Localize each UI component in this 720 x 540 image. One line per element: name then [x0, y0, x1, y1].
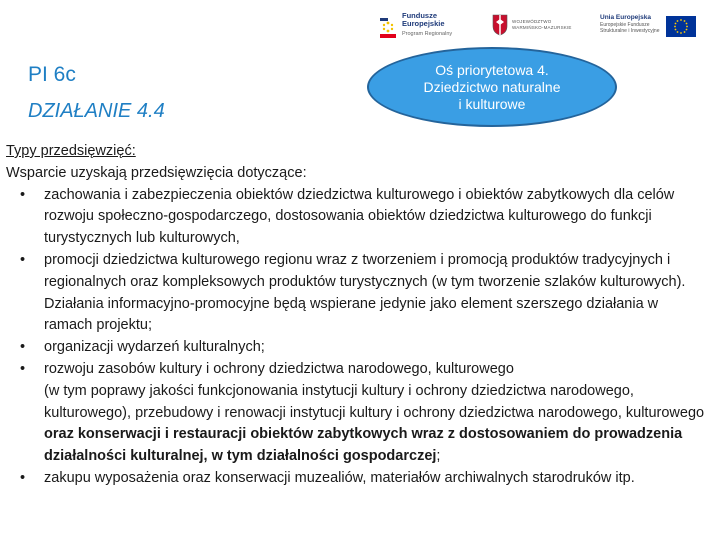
bullet: •	[20, 251, 26, 268]
list-item-text: promocji dziedzictwa kulturowego regionu wraz z tworzeniem i promocją produktów tradycyjnych i regionalnych oraz kompleksowych produktów turystycznych (w tym tworzenie szlaków kulturowych). Działania informacyjno-promocyjne będą wspierane jedynie jako element szerszego działania w ramach projektu;	[44, 251, 686, 334]
voivodeship-text	[512, 19, 572, 30]
list-item-text-part2: (w tym poprawy jakości funkcjonowania instytucji kultury i ochrony dziedzictwa narodowego, kulturowego), przebudowy i renowacji instytucji kultury i ochrony dziedzictwa narodowego, kulturowego	[44, 382, 705, 421]
list-item-text: organizacji wydarzeń kulturalnych;	[44, 339, 265, 356]
priority-axis-line2: Dziedzictwo naturalne	[423, 78, 561, 95]
voivodeship-logo	[492, 14, 582, 44]
eu-funds-star-icon	[378, 14, 398, 42]
priority-axis-box	[367, 47, 617, 127]
list-item-text-end: ;	[436, 448, 441, 465]
list-item	[6, 250, 706, 337]
list-item	[6, 468, 706, 490]
eu-funds-name-line1: Fundusze	[402, 11, 437, 20]
logo-bar	[372, 8, 710, 48]
content-intro: Wsparcie uzyskają przedsięwzięcia dotyczące:	[6, 164, 307, 181]
priority-axis-line3: i kulturowe	[458, 95, 526, 112]
eu-text	[600, 14, 659, 34]
priority-axis-line1: Oś priorytetowa 4.	[435, 61, 549, 78]
list-item	[6, 185, 706, 250]
list-item	[6, 359, 706, 468]
list-item	[6, 337, 706, 359]
bullet: •	[20, 469, 26, 486]
eu-funds-sub: Program Regionalny	[402, 31, 453, 37]
eu-name: Unia Europejska	[600, 14, 651, 21]
priority-axis-text	[424, 62, 561, 113]
list-item-text-bold: oraz konserwacji i restauracji obiektów zabytkowych wraz z dostosowaniem do prowadzenia działalności kulturalnej, w tym działalności gospodarczej	[44, 426, 683, 465]
eu-flag-icon	[666, 16, 696, 37]
priority-code: PI 6c	[28, 63, 76, 86]
list-item-text: zakupu wyposażenia oraz konserwacji muzealiów, materiałów archiwalnych starodruków itp.	[44, 469, 635, 486]
project-types-content	[6, 141, 706, 490]
list-item-text: zachowania i zabezpieczenia obiektów dziedzictwa kulturowego i obiektów zabytkowych dla celów rozwoju społeczno-gospodarczego, dostosowania obiektów dziedzictwa kulturowego do funkcji turystycznych lub kulturowych,	[44, 186, 675, 247]
eu-sub-line1: Europejskie Fundusze	[600, 21, 650, 28]
content-heading: Typy przedsięwzięć:	[6, 143, 136, 159]
bullet: •	[20, 186, 26, 203]
voivodeship-line2: WARMIŃSKO-MAZURSKIE	[512, 24, 572, 30]
coat-of-arms-icon	[492, 14, 508, 36]
eu-funds-text	[402, 12, 452, 38]
eu-sub-line2: Strukturalne i Inwestycyjne	[600, 27, 660, 34]
bullet: •	[20, 339, 26, 356]
bullet: •	[20, 360, 26, 377]
action-title: DZIAŁANIE 4.4	[28, 100, 165, 122]
list-item-text-part1: rozwoju zasobów kultury i ochrony dziedzictwa narodowego, kulturowego	[44, 360, 514, 377]
voivodeship-line1: WOJEWÓDZTWO	[512, 19, 552, 24]
eu-logo	[594, 12, 710, 46]
eu-funds-logo	[378, 12, 490, 46]
project-types-list	[6, 185, 706, 490]
eu-funds-name-line2: Europejskie	[402, 19, 445, 28]
